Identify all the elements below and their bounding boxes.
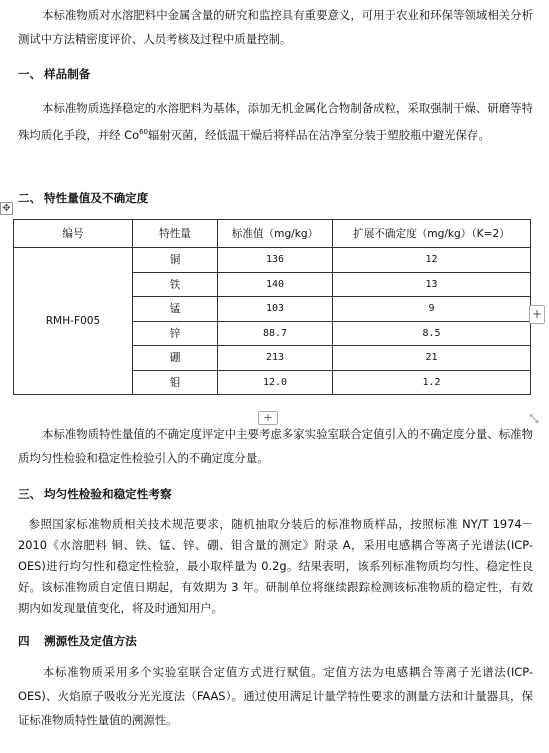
section-4-body: 本标准物质采用多个实验室联合定值方式进行赋值。定值方法为电感耦合等离子光谱法(ICP-OES)、火焰原子吸收分光光度法（FAAS）。通过使用满足计量学特性要求的测量方法和计量器具，保证标准物质特性量值的溯源性。 [18, 665, 533, 727]
value-cell: 136 [218, 248, 333, 273]
add-row-button[interactable]: + [258, 411, 278, 425]
element-cell: 铜 [133, 248, 218, 273]
section-4-heading: 四 溯源性及定值方法 [18, 634, 137, 648]
header-value: 标准值（mg/kg） [218, 220, 333, 248]
sample-id-cell: RMH-F005 [14, 248, 133, 395]
element-cell: 锌 [133, 321, 218, 346]
value-cell: 88.7 [218, 321, 333, 346]
table-header-row [14, 220, 531, 248]
uncertainty-cell: 21 [333, 346, 531, 371]
uncertainty-cell: 1.2 [333, 370, 531, 395]
element-cell: 锰 [133, 297, 218, 322]
header-uncertainty: 扩展不确定度（mg/kg）（K=2） [333, 220, 531, 248]
uncertainty-cell: 8.5 [333, 321, 531, 346]
section-1-body: 本标准物质选择稳定的水溶肥料为基体，添加无机金属化合物制备成粒，采取强制干燥、研磨等特殊均质化手段，并经 Co$^{60}$辐射灭菌，经低温干燥后将样品在洁净室分装于塑胶瓶中避光保存。 [18, 101, 533, 142]
value-cell: 140 [218, 272, 333, 297]
section-3-heading: 三、 均匀性检验和稳定性考察 [18, 487, 172, 501]
table-row [14, 248, 531, 273]
element-cell: 硼 [133, 346, 218, 371]
table-move-handle-icon[interactable]: ✥ [0, 202, 13, 215]
uncertainty-cell: 12 [333, 248, 531, 273]
section-1-heading: 一、 样品制备 [18, 67, 91, 81]
table-resize-handle-icon[interactable]: ⤡ [529, 412, 539, 425]
value-cell: 213 [218, 346, 333, 371]
element-cell: 钼 [133, 370, 218, 395]
section-2-heading: 二、 特性量值及不确定度 [18, 191, 149, 205]
add-column-button[interactable]: + [529, 305, 545, 324]
section-2-after-table: 本标准物质特性量值的不确定度评定中主要考虑多家实验室联合定值引入的不确定度分量、标准物质均匀性检验和稳定性检验引入的不确定度分量。 [18, 427, 533, 465]
element-cell: 铁 [133, 272, 218, 297]
header-property: 特性量 [133, 220, 218, 248]
header-id: 编号 [14, 220, 133, 248]
uncertainty-cell: 9 [333, 297, 531, 322]
value-cell: 103 [218, 297, 333, 322]
uncertainty-cell: 13 [333, 272, 531, 297]
property-table [13, 219, 531, 395]
value-cell: 12.0 [218, 370, 333, 395]
section-3-body: 参照国家标准物质相关技术规范要求，随机抽取分装后的标准物质样品，按照标准 NY/T 1974－2010《水溶肥料 铜、铁、锰、锌、硼、钼含量的测定》附录 A，采用电感耦合等离子光谱法(ICP-OES)进行均匀性和稳定性检验，最小取样量为 0.2g。结果表明，该系列标准物质均匀性、稳定性良好。该标准物质自定值日期起，有效期为 3 年。研制单位将继续跟踪检测该标准物质的稳定性，有效期内如发现量值变化，将及时通知用户。 [18, 517, 533, 615]
intro-paragraph: 本标准物质对水溶肥料中金属含量的研究和监控具有重要意义，可用于农业和环保等领域相关分析测试中方法精密度评价、人员考核及过程中质量控制。 [18, 8, 533, 46]
